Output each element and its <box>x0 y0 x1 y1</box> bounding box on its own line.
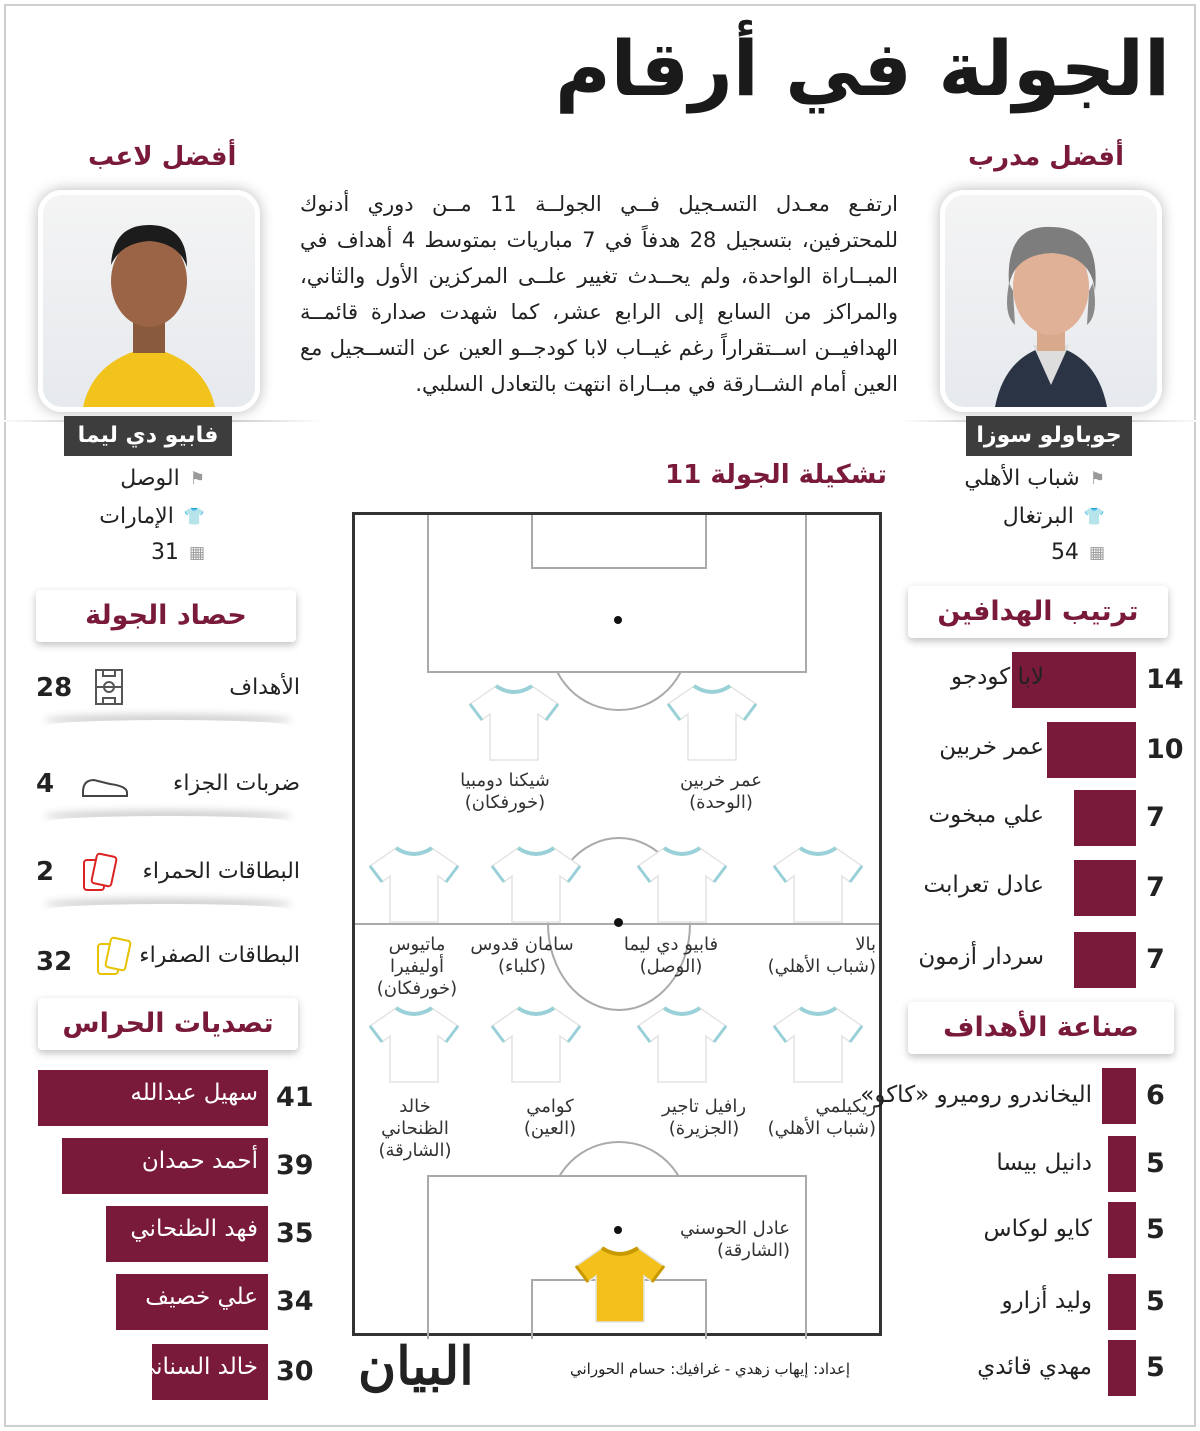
club-icon: ⚑ <box>1089 468 1105 489</box>
top-goal-box <box>531 515 707 569</box>
red-card-icon <box>80 852 120 894</box>
harvest-title: حصاد الجولة <box>36 590 296 642</box>
center-spot <box>614 918 623 927</box>
scorer-name: لابا كودجو <box>950 664 1044 690</box>
save-value: 34 <box>276 1286 314 1317</box>
scorer-value: 7 <box>1146 802 1165 833</box>
coach-portrait-icon <box>945 195 1157 407</box>
coach-nationality-row <box>1003 504 1105 529</box>
player-nationality-row <box>99 504 205 529</box>
coach-nationality: البرتغال <box>1002 504 1074 529</box>
save-name: علي خصيف <box>145 1284 258 1310</box>
save-value: 35 <box>276 1218 314 1249</box>
lineup-player: رافيل تاجير (الجزيرة) <box>661 1096 747 1139</box>
best-coach-heading: أفضل مدرب <box>967 142 1124 172</box>
assist-value: 5 <box>1146 1214 1165 1245</box>
club-icon: ⚑ <box>189 468 205 489</box>
coach-age: 54 <box>1050 540 1079 565</box>
assist-bar <box>1108 1340 1136 1396</box>
player-age: 31 <box>150 540 179 565</box>
assist-value: 5 <box>1146 1286 1165 1317</box>
scorers-title: ترتيب الهدافين <box>908 586 1168 638</box>
goalkeeper-shirt-icon <box>572 1244 668 1324</box>
stat-yellow-cards: البطاقات الصفراء 32 <box>36 936 300 1006</box>
calendar-icon: ▦ <box>1088 542 1105 563</box>
save-value: 30 <box>276 1356 314 1387</box>
lineup-player: بالا (شباب الأهلي) <box>767 934 876 977</box>
shirt-icon: 👕 <box>183 506 205 527</box>
player-shirt-icon <box>366 844 462 924</box>
bottom-penalty-spot <box>614 1226 622 1234</box>
yellow-card-icon <box>94 936 134 978</box>
lineup-player: عادل الحوسني (الشارقة) <box>680 1218 790 1261</box>
coach-club: شباب الأهلي <box>964 466 1080 491</box>
assist-name: دانيل بيسا <box>996 1150 1092 1176</box>
player-club-row <box>120 466 205 491</box>
stat-goals: الأهداف 28 <box>36 668 300 738</box>
player-shirt-icon <box>634 1004 730 1084</box>
logo: البيان <box>358 1336 474 1397</box>
player-name: فابيو دي ليما <box>64 416 232 456</box>
assist-bar <box>1108 1136 1136 1192</box>
lineup-player: خالد الظنحاني (الشارقة) <box>378 1096 452 1161</box>
save-name: فهد الظنحاني <box>130 1216 258 1242</box>
player-photo <box>38 190 260 412</box>
player-shirt-icon <box>634 844 730 924</box>
assist-value: 5 <box>1146 1148 1165 1179</box>
player-shirt-icon <box>488 844 584 924</box>
page-title: الجولة في أرقام <box>554 24 1170 113</box>
best-player-heading: أفضل لاعب <box>88 142 237 172</box>
assist-name: كايو لوكاس <box>983 1216 1092 1242</box>
assist-bar <box>1108 1202 1136 1258</box>
saves-title: تصديات الحراس <box>38 998 298 1050</box>
scorer-value: 7 <box>1146 872 1165 903</box>
lineup-player: ريكيلمي (شباب الأهلي) <box>767 1096 876 1139</box>
coach-name: جوباولو سوزا <box>966 416 1132 456</box>
lineup-player: ماتيوس أوليفيرا (خورفكان) <box>376 934 458 999</box>
player-shirt-icon <box>466 682 562 762</box>
lineup-title: تشكيلة الجولة 11 <box>665 460 887 490</box>
player-shirt-icon <box>770 844 866 924</box>
player-shirt-icon <box>664 682 760 762</box>
scorer-value: 14 <box>1146 664 1184 695</box>
player-shirt-icon <box>366 1004 462 1084</box>
scorer-bar <box>1074 790 1136 846</box>
save-value: 39 <box>276 1150 314 1181</box>
player-shirt-icon <box>488 1004 584 1084</box>
assist-bar <box>1108 1274 1136 1330</box>
player-shirt-icon <box>770 1004 866 1084</box>
lineup-player: عمر خربين (الوحدة) <box>679 770 762 813</box>
assist-name: وليد أزارو <box>1001 1288 1092 1314</box>
boot-icon <box>80 772 130 798</box>
scorer-name: عادل تعرابت <box>923 872 1044 898</box>
shirt-icon: 👕 <box>1083 506 1105 527</box>
assist-value: 5 <box>1146 1352 1165 1383</box>
scorer-bar <box>1074 932 1136 988</box>
top-penalty-spot <box>614 616 622 624</box>
lineup-player: شيكنا دومبيا (خورفكان) <box>460 770 550 813</box>
pitch-icon <box>94 668 124 706</box>
lineup-player: فابيو دي ليما (الوصل) <box>623 934 719 977</box>
intro-paragraph: ارتفـع معـدل التسـجيل فــي الجولــة 11 مــن دوري أدنوك للمحترفين، بتسجيل 28 هدفاً في 7 مباريات بمتوسط 4 أهداف في المبــاراة الواحدة، ولم يحــدث تغيير علــى المركزين الأول والثاني، والمراكز من السابع إلى الرابع عشر، كما شهدت صدارة قائمــة الهدافيــن اســتقراراً رغم غيــاب لابا كودجــو العين عن التســجيل مع العين أمام الشــارقة في مبــاراة انتهت بالتعادل السلبي. <box>300 192 898 396</box>
stat-red-cards: البطاقات الحمراء 2 <box>36 852 300 922</box>
player-portrait-icon <box>43 195 255 407</box>
scorer-name: علي مبخوت <box>928 802 1044 828</box>
save-name: سهيل عبدالله <box>130 1080 258 1106</box>
scorer-value: 7 <box>1146 944 1165 975</box>
coach-photo <box>940 190 1162 412</box>
assist-name: مهدي قائدي <box>977 1354 1092 1380</box>
assist-value: 6 <box>1146 1080 1165 1111</box>
lineup-player: سامان قدوس (كلباء) <box>470 934 574 977</box>
lineup-player: كوامي (العين) <box>523 1096 577 1139</box>
assist-bar <box>1102 1068 1136 1124</box>
coach-age-row <box>1051 540 1105 565</box>
stat-penalties: ضربات الجزاء 4 <box>36 764 300 834</box>
scorer-name: عمر خربين <box>939 734 1044 760</box>
player-age-row <box>151 540 205 565</box>
credit: إعداد: إيهاب زهدي - غرافيك: حسام الحوراني <box>570 1360 851 1378</box>
scorer-name: سردار أزمون <box>918 944 1044 970</box>
player-nationality: الإمارات <box>99 504 174 529</box>
player-club: الوصل <box>120 466 180 491</box>
scorer-value: 10 <box>1146 734 1184 765</box>
assists-title: صناعة الأهداف <box>908 1002 1174 1054</box>
assist-name: اليخاندرو روميرو «كاكو» <box>860 1082 1092 1108</box>
save-name: خالد السناني <box>136 1354 258 1380</box>
calendar-icon: ▦ <box>188 542 205 563</box>
scorer-bar <box>1047 722 1136 778</box>
coach-club-row <box>964 466 1105 491</box>
save-value: 41 <box>276 1082 314 1113</box>
scorer-bar <box>1074 860 1136 916</box>
save-name: أحمد حمدان <box>141 1148 258 1174</box>
